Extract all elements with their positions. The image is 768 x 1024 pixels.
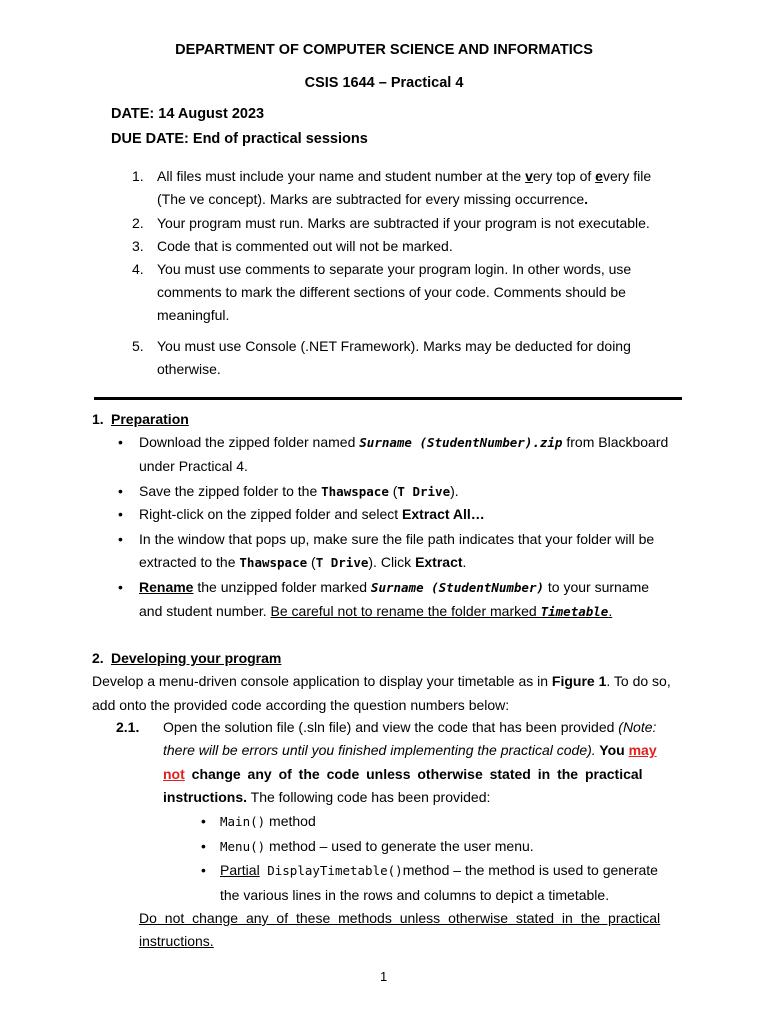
horizontal-rule xyxy=(94,397,682,400)
prep-bullet-4-line-1: In the window that pops up, make sure the file path indicates that your folder will be xyxy=(139,531,655,547)
rule-1-line-2: (The ve concept). Marks are subtracted for every missing occurrence. xyxy=(157,191,589,207)
rule-4-line-1: You must use comments to separate your program login. In other words, use xyxy=(157,261,632,277)
method-display-timetable-line-2: the various lines in the rows and columns to depict a timetable. xyxy=(220,887,610,903)
bullet-icon: • xyxy=(118,483,123,499)
rule-number: 1. xyxy=(132,168,144,184)
due-date: DUE DATE: End of practical sessions xyxy=(111,131,368,147)
bullet-icon: • xyxy=(118,506,123,522)
prep-bullet-1-line-1: Download the zipped folder named Surname (StudentNumber).zip from Blackboard xyxy=(139,434,669,450)
prep-bullet-2: Save the zipped folder to the Thawspace (T Drive). xyxy=(139,483,459,499)
bullet-icon: • xyxy=(118,531,123,547)
question-line-3: not change any of the code unless otherwise stated in the practical xyxy=(163,766,643,782)
rule-5-line-1: You must use Console (.NET Framework). Marks may be deducted for doing xyxy=(157,338,631,354)
rule-number: 2. xyxy=(132,215,144,231)
method-menu: Menu() method – used to generate the user menu. xyxy=(220,838,534,854)
section-2-number: 2. xyxy=(92,650,104,666)
section-2-intro-line-1: Develop a menu-driven console application to display your timetable as in Figure 1. To do so, xyxy=(92,673,671,689)
warning-line-2: instructions. xyxy=(139,933,214,949)
prep-bullet-5-line-1: Rename the unzipped folder marked Surname (StudentNumber) to your surname xyxy=(139,579,650,595)
bullet-icon: • xyxy=(201,862,206,878)
question-line-1: Open the solution file (.sln file) and view the code that has been provided (Note: xyxy=(163,719,657,735)
bullet-icon: • xyxy=(201,838,206,854)
method-display-timetable-line-1: Partial DisplayTimetable()method – the method is used to generate xyxy=(220,862,658,878)
bullet-icon: • xyxy=(118,434,123,450)
rule-3: Code that is commented out will not be marked. xyxy=(157,238,453,254)
rule-number: 4. xyxy=(132,261,144,277)
rule-number: 5. xyxy=(132,338,144,354)
section-1-title: Preparation xyxy=(111,411,189,427)
prep-bullet-4-line-2: extracted to the Thawspace (T Drive). Click Extract. xyxy=(139,554,467,570)
rule-4-line-2: comments to mark the different sections of your code. Comments should be xyxy=(157,284,626,300)
question-number: 2.1. xyxy=(116,719,140,735)
bullet-icon: • xyxy=(118,579,123,595)
section-2-title: Developing your program xyxy=(111,650,282,666)
prep-bullet-5-line-2: and student number. Be careful not to rename the folder marked Timetable. xyxy=(139,603,613,619)
rule-2: Your program must run. Marks are subtracted if your program is not executable. xyxy=(157,215,650,231)
rule-4-line-3: meaningful. xyxy=(157,307,230,323)
rule-1-line-1: All files must include your name and student number at the very top of every file xyxy=(157,168,652,184)
warning-line-1: Do not change any of these methods unless otherwise stated in the practical xyxy=(139,910,661,926)
section-1-number: 1. xyxy=(92,411,104,427)
prep-bullet-1-line-2: under Practical 4. xyxy=(139,458,248,474)
course-title: CSIS 1644 – Practical 4 xyxy=(304,75,464,91)
method-main: Main() method xyxy=(220,813,316,829)
bullet-icon: • xyxy=(201,813,206,829)
rule-5-line-2: otherwise. xyxy=(157,361,221,377)
date: DATE: 14 August 2023 xyxy=(111,106,265,122)
department-title: DEPARTMENT OF COMPUTER SCIENCE AND INFORMATICS xyxy=(175,42,593,58)
prep-bullet-3: Right-click on the zipped folder and select Extract All… xyxy=(139,506,485,522)
rule-number: 3. xyxy=(132,238,144,254)
question-line-2: there will be errors until you finished implementing the practical code). You may xyxy=(163,742,657,758)
question-line-4: instructions. The following code has been provided: xyxy=(163,789,491,805)
section-2-intro-line-2: add onto the provided code according the question numbers below: xyxy=(92,697,510,713)
page-number: 1 xyxy=(380,969,388,984)
